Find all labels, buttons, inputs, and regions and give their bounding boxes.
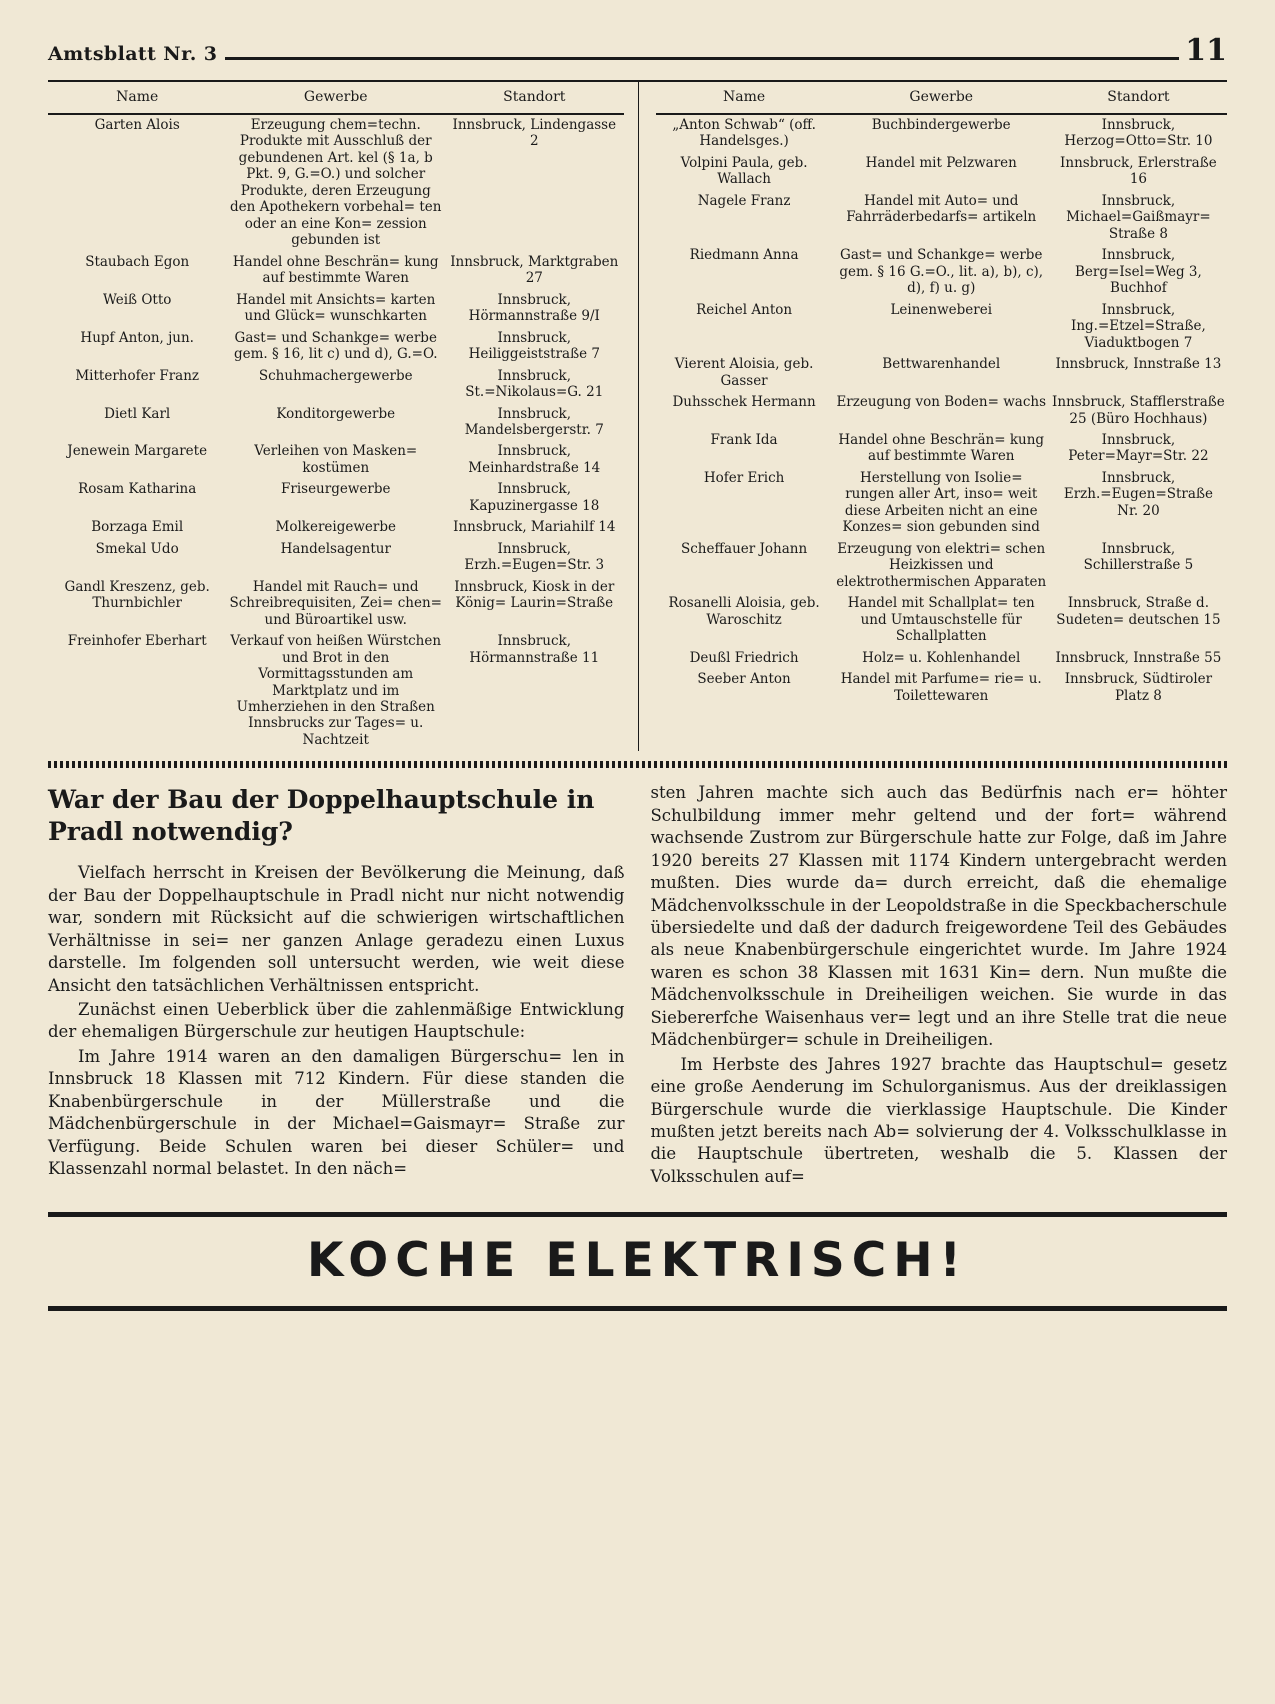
article <box>48 782 1227 1190</box>
cell-location: Innsbruck, Mandelsbergerstr. 7 <box>464 405 604 438</box>
table-row <box>656 191 1228 245</box>
cell-trade: Erzeugung von Boden= wachs <box>836 394 1047 411</box>
article-paragraph: sten Jahren machte sich auch das Bedürfnis nach er= höhter Schulbildung immer mehr geltend und der fort= während wachsende Zustrom zur Bürgerschule hatte zur Folge, daß im Jahre 1920 bereits 27 Klassen mit 1174 Kindern untergebracht werden mußten. Dies wurde da= durch erreicht, daß die ehemalige Mädchenvolksschule in der Leopoldstraße in die Speckbacherschule übersiedelte und daß der dadurch freigewordene Teil des Gebäudes als neue Knabenbürgerschule eingerichtet wurde. Im Jahre 1924 waren es schon 38 Klassen mit 1631 Kin= dern. Nun mußte die Mädchenvolksschule in Dreiheiligen weichen. Sie wurde in das Siebererfche Waisenhaus ver= legt und an ihre Stelle trat die neue Mädchenbürger= schule in Dreiheiligen. <box>650 783 1227 1050</box>
cell-name: Duhsschek Hermann <box>672 394 816 411</box>
cell-location: Innsbruck, Erzh.=Eugen=Str. 3 <box>464 540 605 574</box>
page-number: 11 <box>1185 33 1227 68</box>
table-row <box>656 392 1228 430</box>
business-register-table <box>48 80 1227 751</box>
cell-trade: Handel mit Ansichts= karten und Glück= wunschkarten <box>236 291 436 325</box>
cell-name: Vierent Aloisia, geb. Gasser <box>674 356 814 389</box>
cell-location: Innsbruck, Erzh.=Eugen=Straße Nr. 20 <box>1063 469 1213 519</box>
cell-trade: Handel mit Parfume= rie= u. Toilettewaren <box>840 671 1042 704</box>
cell-trade: Handel mit Schallplat= ten und Umtauschstelle für Schallplatten <box>847 595 1035 645</box>
cell-location: Innsbruck, Herzog=Otto=Str. 10 <box>1064 117 1213 150</box>
cell-trade: Handel ohne Beschrän= kung auf bestimmte Waren <box>838 431 1045 465</box>
table-row <box>48 539 624 577</box>
cell-name: Dietl Karl <box>104 405 171 422</box>
table-row <box>656 153 1228 191</box>
cell-name: Jenewein Margarete <box>67 443 208 460</box>
cell-trade: Molkereigewerbe <box>275 519 396 536</box>
header-location: Standort <box>1050 82 1227 114</box>
cell-location: Innsbruck, St.=Nikolaus=G. 21 <box>465 367 604 401</box>
table-row <box>48 252 624 290</box>
cell-name: Nagele Franz <box>697 192 791 209</box>
table-row <box>48 517 624 538</box>
table-row <box>48 404 624 442</box>
register-column-left <box>48 82 638 751</box>
cell-location: Innsbruck, Mariahilf 14 <box>453 519 616 536</box>
cell-name: „Anton Schwab“ (off. Handelsges.) <box>672 117 816 150</box>
table-row <box>656 245 1228 299</box>
cell-location: Innsbruck, Meinhardstraße 14 <box>468 443 601 476</box>
cell-name: Frank Ida <box>710 431 778 448</box>
cell-location: Innsbruck, Schillerstraße 5 <box>1083 540 1194 574</box>
cell-location: Innsbruck, Peter=Mayr=Str. 22 <box>1068 431 1209 465</box>
article-paragraph: Im Herbste des Jahres 1927 brachte das Hauptschul= gesetz eine große Aenderung im Schulorganismus. Aus der dreiklassigen Bürgerschule wurde die vierklassige Hauptschule. Die Kinder mußten jetzt bereits nach Ab= solvierung der 4. Volksschulklasse in die Hauptschule übertreten, weshalb die 5. Klassen der Volksschulen auf= <box>650 1054 1227 1186</box>
table-row <box>48 441 624 479</box>
table-row <box>656 430 1228 468</box>
cell-location: Innsbruck, Berg=Isel=Weg 3, Buchhof <box>1075 247 1202 297</box>
cell-location: Innsbruck, Kapuzinergasse 18 <box>469 481 600 514</box>
cell-name: Rosam Katharina <box>78 481 197 498</box>
cell-location: Innsbruck, Erlerstraße 16 <box>1060 154 1217 188</box>
table-row <box>656 539 1228 593</box>
cell-location: Innsbruck, Hörmannstraße 11 <box>469 633 600 666</box>
table-row <box>656 114 1228 153</box>
cell-trade: Handel mit Pelzwaren <box>865 154 1017 171</box>
table-row <box>656 648 1228 669</box>
cell-trade: Holz= u. Kohlenhandel <box>862 649 1021 666</box>
advertisement <box>48 1212 1227 1311</box>
table-row <box>656 669 1228 707</box>
cell-name: Riedmann Anna <box>689 247 799 264</box>
cell-name: Staubach Egon <box>85 253 190 270</box>
cell-name: Gandl Kreszenz, geb. Thurnbichler <box>64 578 210 612</box>
cell-location: Innsbruck, Kiosk in der König= Laurin=Straße <box>454 578 615 612</box>
table-header-row <box>656 82 1228 114</box>
cell-trade: Herstellung von Isolie= rungen aller Art, inso= weit diese Arbeiten nicht an eine Konzes= sion gebunden sind <box>842 469 1040 536</box>
cell-trade: Bettwarenhandel <box>882 356 1001 373</box>
header-trade: Gewerbe <box>833 82 1050 114</box>
cell-trade: Handel ohne Beschrän= kung auf bestimmte Waren <box>232 253 439 287</box>
masthead-title: Amtsblatt Nr. 3 <box>48 43 218 65</box>
cell-trade: Buchbindergewerbe <box>871 117 1011 133</box>
cell-trade: Friseurgewerbe <box>281 481 391 498</box>
cell-trade: Handel mit Auto= und Fahrräderbedarfs= artikeln <box>846 192 1037 226</box>
cell-location: Innsbruck, Südtiroler Platz 8 <box>1064 671 1213 704</box>
register-column-right <box>638 82 1228 751</box>
cell-name: Hupf Anton, jun. <box>80 329 194 346</box>
article-title: War der Bau der Doppelhauptschule in Pradl notwendig? <box>48 785 595 847</box>
cell-location: Innsbruck, Stafflerstraße 25 (Büro Hochhaus) <box>1052 394 1225 427</box>
table-row <box>656 593 1228 647</box>
cell-name: Smekal Udo <box>95 540 179 557</box>
cell-trade: Handel mit Rauch= und Schreibrequisiten, Zei= chen= und Büroartikel usw. <box>229 578 442 628</box>
header-name: Name <box>48 82 226 114</box>
cell-name: Deußl Friedrich <box>689 649 799 666</box>
cell-location: Innsbruck, Hörmannstraße 9/I <box>468 291 600 325</box>
article-column-right <box>651 782 1228 1190</box>
cell-trade: Verkauf von heißen Würstchen und Brot in den Vormittagsstunden am Marktplatz und im Umherziehen in den Straßen Innsbrucks zur Tages= u. Nachtzeit <box>230 633 442 748</box>
table-row <box>656 300 1228 354</box>
table-row <box>656 468 1228 539</box>
table-row <box>48 328 624 366</box>
table-row <box>48 577 624 631</box>
article-paragraph: Im Jahre 1914 waren an den damaligen Bürgerschu= len in Innsbruck 18 Klassen mit 712 Kindern. Für diese standen die Knabenbürgerschule in der Müllerstraße und die Mädchenbürgerschule in der Michael=Gaismayr= Straße zur Verfügung. Beide Schulen waren bei dieser Schüler= und Klassenzahl normal belastet. In den näch= <box>48 1046 625 1179</box>
article-paragraph: Zunächst einen Ueberblick über die zahlenmäßige Entwicklung der ehemaligen Bürgerschule zur heutigen Hauptschule: <box>48 1000 625 1042</box>
table-row <box>48 114 624 252</box>
cell-location: Innsbruck, Innstraße 55 <box>1055 649 1222 666</box>
cell-location: Innsbruck, Innstraße 13 <box>1055 356 1222 373</box>
section-divider <box>48 761 1227 768</box>
cell-location: Innsbruck, Heiliggeiststraße 7 <box>468 329 600 363</box>
cell-name: Freinhofer Eberhart <box>67 633 207 650</box>
cell-name: Mitterhofer Franz <box>75 367 200 384</box>
header-trade: Gewerbe <box>226 82 445 114</box>
cell-trade: Erzeugung von elektri= schen Heizkissen und elektrothermischen Apparaten <box>836 540 1047 590</box>
cell-trade: Erzeugung chem=techn. Produkte mit Ausschluß der gebundenen Art. kel (§ 1a, b Pkt. 9, G.=O.) und solcher Produkte, deren Erzeugung den Apothekern vorbehal= ten oder an eine Kon= zession gebunden ist <box>230 117 442 249</box>
cell-trade: Handelsagentur <box>280 540 391 557</box>
advertisement-slogan: KOCHE ELEKTRISCH! <box>307 1233 968 1289</box>
header-location: Standort <box>445 82 623 114</box>
cell-location: Innsbruck, Marktgraben 27 <box>450 253 619 287</box>
cell-name: Volpini Paula, geb. Wallach <box>680 154 808 188</box>
header-name: Name <box>656 82 833 114</box>
table-row <box>48 631 624 751</box>
article-column-left <box>48 782 625 1190</box>
cell-name: Weiß Otto <box>102 291 172 308</box>
cell-name: Hofer Erich <box>703 469 785 486</box>
cell-trade: Verleihen von Masken= kostümen <box>254 443 418 476</box>
cell-name: Scheffauer Johann <box>680 540 808 557</box>
cell-trade: Gast= und Schankge= werbe gem. § 16, lit c) und d), G.=O. <box>233 329 438 363</box>
cell-trade: Konditorgewerbe <box>276 405 396 422</box>
table-row <box>656 354 1228 392</box>
cell-name: Seeber Anton <box>697 671 791 688</box>
table-row <box>48 290 624 328</box>
cell-location: Innsbruck, Michael=Gaißmayr= Straße 8 <box>1066 192 1211 242</box>
masthead <box>40 33 1235 80</box>
masthead-rule <box>225 57 1179 60</box>
cell-name: Rosanelli Aloisia, geb. Waroschitz <box>668 595 820 628</box>
table-header-row <box>48 82 624 114</box>
cell-location: Innsbruck, Straße d. Sudeten= deutschen 15 <box>1056 595 1221 628</box>
cell-location: Innsbruck, Lindengasse 2 <box>452 117 617 150</box>
cell-name: Borzaga Emil <box>91 519 184 536</box>
table-row <box>48 366 624 404</box>
cell-trade: Schuhmachergewerbe <box>258 367 413 384</box>
cell-location: Innsbruck, Ing.=Etzel=Straße, Viaduktbogen 7 <box>1071 301 1206 351</box>
article-paragraph: Vielfach herrscht in Kreisen der Bevölkerung die Meinung, daß der Bau der Doppelhauptschule in Pradl nicht nur nicht notwendig war, sondern mit Rücksicht auf die schwierigen wirtschaftlichen Verhältnisse in sei= ner ganzen Anlage geradezu einen Luxus darstelle. Im folgenden soll untersucht werden, wie weit diese Ansicht den tatsächlichen Verhältnissen entspricht. <box>48 863 625 995</box>
cell-trade: Gast= und Schankge= werbe gem. § 16 G.=O., lit. a), b), c), d), f) u. g) <box>839 247 1044 297</box>
cell-trade: Leinenweberei <box>890 301 993 318</box>
cell-name: Garten Alois <box>94 117 180 133</box>
cell-name: Reichel Anton <box>696 301 793 318</box>
table-row <box>48 479 624 517</box>
